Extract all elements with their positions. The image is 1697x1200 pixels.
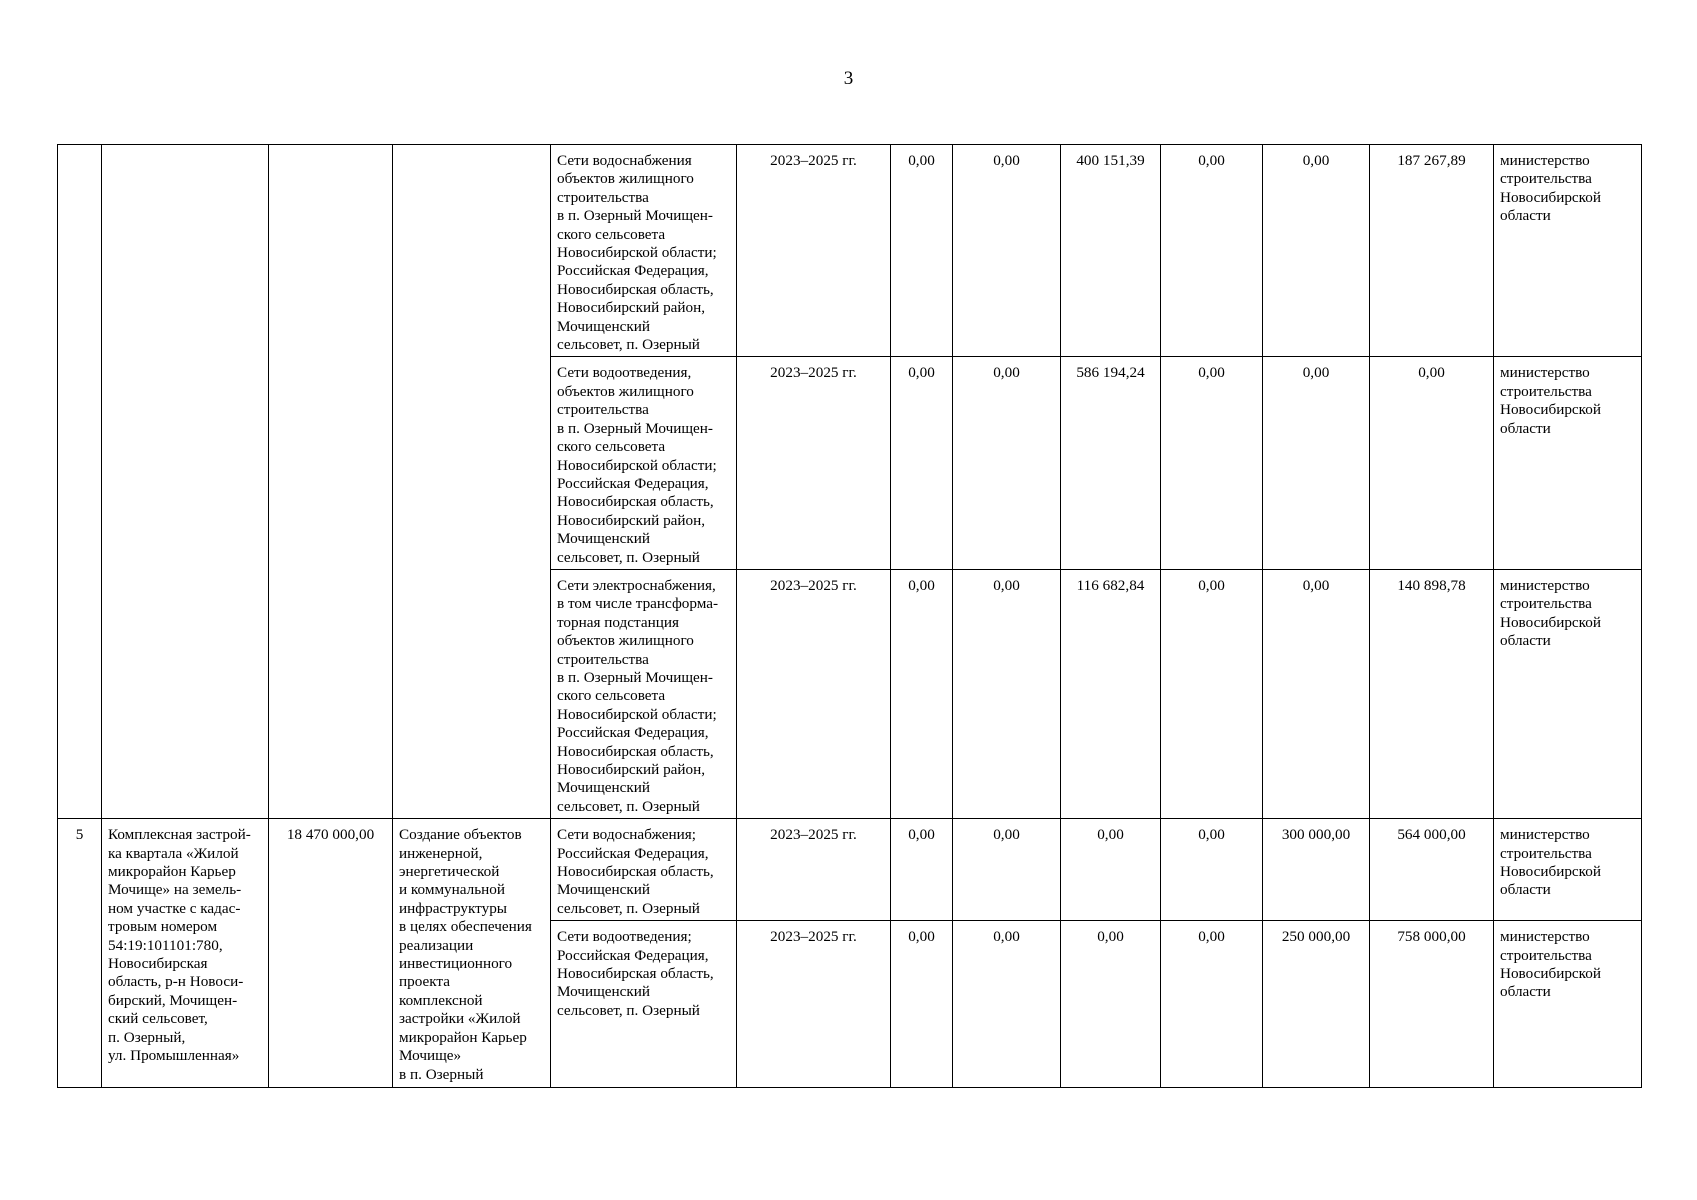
cell-value-3: 0,00 [1061, 921, 1161, 1088]
cell-responsible: министерство строительства Новосибирской области [1494, 357, 1642, 569]
cell-value-4: 0,00 [1161, 819, 1263, 921]
cell-value-1: 0,00 [891, 357, 953, 569]
cell-value-6: 0,00 [1370, 357, 1494, 569]
cell-value-2: 0,00 [953, 357, 1061, 569]
cell-value-2: 0,00 [953, 921, 1061, 1088]
cell-value-2: 0,00 [953, 569, 1061, 818]
cell-object: Сети водоснабжения; Российская Федерация, Новосибирская область, Мочищенский сельсовет, п. Озерный [551, 819, 737, 921]
cell-value-5: 0,00 [1263, 145, 1370, 357]
cell-value-5: 250 000,00 [1263, 921, 1370, 1088]
cell-project: Комплексная застрой- ка квартала «Жилой микрорайон Карьер Мочище» на земель- ном участке с кадас- тровым номером 54:19:101101:780, Новосибирская область, р-н Новоси- бирский, Мочищен- ский сельсовет, п. Озерный, ул. Промышленная» [102, 819, 269, 1088]
cell-period: 2023–2025 гг. [737, 819, 891, 921]
cell-value-3: 400 151,39 [1061, 145, 1161, 357]
table-row [58, 145, 1642, 357]
cell-value-3: 586 194,24 [1061, 357, 1161, 569]
cell-purpose: Создание объектов инженерной, энергетической и коммунальной инфраструктуры в целях обеспечения реализации инвестиционного проекта комплексной застройки «Жилой микрорайон Карьер Мочище» в п. Озерный [393, 819, 551, 1088]
cell-value-5: 0,00 [1263, 569, 1370, 818]
cell-number-empty [58, 145, 102, 819]
cell-period: 2023–2025 гг. [737, 145, 891, 357]
cell-value-3: 0,00 [1061, 819, 1161, 921]
cell-responsible: министерство строительства Новосибирской области [1494, 819, 1642, 921]
cell-amount-empty [269, 145, 393, 819]
cell-project-empty [102, 145, 269, 819]
cell-value-6: 140 898,78 [1370, 569, 1494, 818]
cell-value-1: 0,00 [891, 819, 953, 921]
cell-responsible: министерство строительства Новосибирской области [1494, 569, 1642, 818]
cell-value-4: 0,00 [1161, 145, 1263, 357]
cell-purpose-empty [393, 145, 551, 819]
cell-value-2: 0,00 [953, 819, 1061, 921]
cell-period: 2023–2025 гг. [737, 569, 891, 818]
page-number: 3 [843, 68, 854, 89]
cell-period: 2023–2025 гг. [737, 357, 891, 569]
cell-value-4: 0,00 [1161, 921, 1263, 1088]
cell-value-5: 300 000,00 [1263, 819, 1370, 921]
cell-value-4: 0,00 [1161, 357, 1263, 569]
table-row [58, 819, 1642, 921]
cell-value-1: 0,00 [891, 569, 953, 818]
cell-amount: 18 470 000,00 [269, 819, 393, 1088]
cell-object: Сети водоотведения; Российская Федерация, Новосибирская область, Мочищенский сельсовет, п. Озерный [551, 921, 737, 1088]
cell-value-3: 116 682,84 [1061, 569, 1161, 818]
cell-object: Сети водоснабжения объектов жилищного строительства в п. Озерный Мочищен- ского сельсовета Новосибирской области; Российская Федерация, Новосибирская область, Новосибирский район, Мочищенский сельсовет, п. Озерный [551, 145, 737, 357]
cell-responsible: министерство строительства Новосибирской области [1494, 921, 1642, 1088]
cell-value-1: 0,00 [891, 145, 953, 357]
cell-value-1: 0,00 [891, 921, 953, 1088]
cell-responsible: министерство строительства Новосибирской области [1494, 145, 1642, 357]
cell-value-6: 564 000,00 [1370, 819, 1494, 921]
cell-value-4: 0,00 [1161, 569, 1263, 818]
cell-value-5: 0,00 [1263, 357, 1370, 569]
cell-period: 2023–2025 гг. [737, 921, 891, 1088]
cell-value-6: 758 000,00 [1370, 921, 1494, 1088]
cell-number: 5 [58, 819, 102, 1088]
investment-table [57, 144, 1642, 1088]
cell-object: Сети водоотведения, объектов жилищного строительства в п. Озерный Мочищен- ского сельсовета Новосибирской области; Российская Федерация, Новосибирская область, Новосибирский район, Мочищенский сельсовет, п. Озерный [551, 357, 737, 569]
cell-value-2: 0,00 [953, 145, 1061, 357]
cell-object: Сети электроснабжения, в том числе трансформа- торная подстанция объектов жилищного строительства в п. Озерный Мочищен- ского сельсовета Новосибирской области; Российская Федерация, Новосибирская область, Новосибирский район, Мочищенский сельсовет, п. Озерный [551, 569, 737, 818]
cell-value-6: 187 267,89 [1370, 145, 1494, 357]
